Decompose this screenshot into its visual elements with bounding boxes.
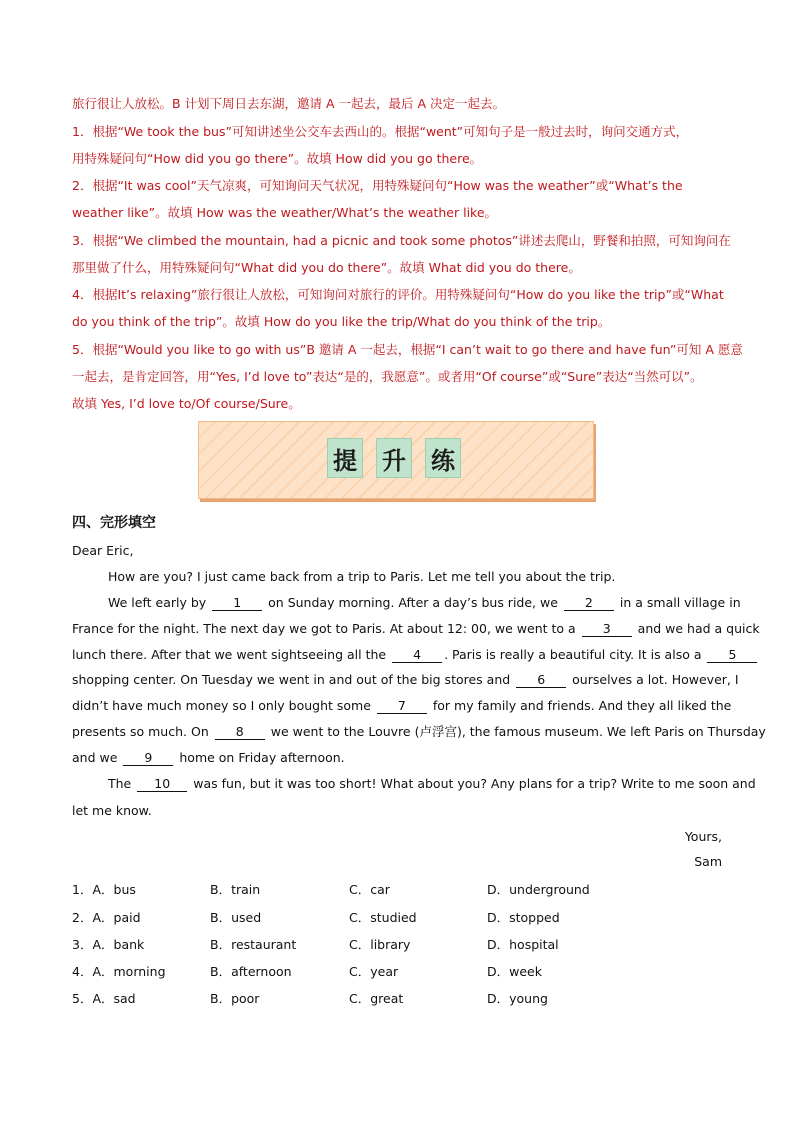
option-b[interactable]: B．poor [210,991,260,1006]
option-b[interactable]: B．afternoon [210,964,292,979]
letter-line: We left early by 1 on Sunday morning. After a day’s bus ride, we 2 in a small village in [108,595,741,610]
answer-line: 那里做了什么，用特殊疑问句“What did you do there”。故填 What did you do there。 [72,260,581,275]
letter-line: presents so much. On 8 we went to the Louvre (卢浮宫), the famous museum. We left Paris on Thursday [72,724,766,739]
answer-line: 用特殊疑问句“How did you go there”。故填 How did you go there。 [72,151,483,166]
letter-line: France for the night. The next day we got to Paris. At about 12: 00, we went to a 3 and we had a quick [72,621,760,636]
option-c[interactable]: C．year [349,964,399,979]
option-d[interactable]: D．stopped [487,910,560,925]
option-c[interactable]: C．library [349,937,411,952]
letter-closing: Yours, [684,829,722,844]
letter-line: How are you? I just came back from a trip to Paris. Let me tell you about the trip. [108,569,616,584]
answer-line: 5．根据“Would you like to go with us”B 邀请 A 一起去，根据“I can’t wait to go there and have fun”可知 A 愿意 [72,342,743,357]
answer-line: weather like”。故填 How was the weather/What’s the weather like。 [72,205,498,220]
answer-line: 旅行很让人放松。B 计划下周日去东湖，邀请 A 一起去，最后 A 决定一起去。 [72,96,506,111]
blank-4[interactable]: 4 [392,648,442,663]
option-d[interactable]: D．hospital [487,937,559,952]
option-a[interactable]: 3．A．bank [72,937,145,952]
letter-line: and we 9 home on Friday afternoon. [72,750,345,765]
letter-signature: Sam [694,854,722,869]
blank-8[interactable]: 8 [215,725,265,740]
option-c[interactable]: C．great [349,991,404,1006]
option-d[interactable]: D．week [487,964,542,979]
answer-line: 2．根据“It was cool”天气凉爽，可知询问天气状况，用特殊疑问句“How was the weather”或“What’s the [72,178,683,193]
answer-line: 故填 Yes, I’d love to/Of course/Sure。 [72,396,301,411]
section-title: 四、完形填空 [72,515,156,531]
option-row [72,989,732,1005]
option-c[interactable]: C．studied [349,910,417,925]
answer-line: do you think of the trip”。故填 How do you like the trip/What do you think of the trip。 [72,314,611,329]
option-a[interactable]: 5．A．sad [72,991,136,1006]
option-row [72,935,732,951]
option-d[interactable]: D．underground [487,882,590,897]
blank-1[interactable]: 1 [212,596,262,611]
option-row [72,880,732,896]
banner-char: 升 [376,438,412,478]
blank-9[interactable]: 9 [123,751,173,766]
letter-line: lunch there. After that we went sightseeing all the 4 . Paris is really a beautiful city. It is also a 5 [72,647,722,663]
option-d[interactable]: D．young [487,991,548,1006]
letter-greeting: Dear Eric, [72,543,134,558]
banner-char: 提 [327,438,363,478]
option-c[interactable]: C．car [349,882,390,897]
answer-line: 4．根据It’s relaxing”旅行很让人放松，可知询问对旅行的评价。用特殊疑问句“How do you like the trip”或“What [72,287,724,302]
option-b[interactable]: B．restaurant [210,937,297,952]
banner-char: 练 [425,438,461,478]
blank-5[interactable]: 5 [707,648,757,663]
option-a[interactable]: 4．A．morning [72,964,166,979]
answer-line: 1．根据“We took the bus”可知讲述坐公交车去西山的。根据“went”可知句子是一般过去时，询问交通方式， [72,124,689,139]
blank-6[interactable]: 6 [516,673,566,688]
option-b[interactable]: B．train [210,882,261,897]
option-row [72,962,732,978]
letter-line: let me know. [72,803,152,818]
answer-line: 一起去，是肯定回答，用“Yes, I’d love to”表达“是的，我愿意”。或者用“Of course”或“Sure”表达“当然可以”。 [72,369,703,384]
blank-3[interactable]: 3 [582,622,632,637]
blank-2[interactable]: 2 [564,596,614,611]
option-a[interactable]: 2．A．paid [72,910,141,925]
blank-10[interactable]: 10 [137,777,187,792]
letter-line: didn’t have much money so I only bought some 7 for my family and friends. And they all liked the [72,698,732,713]
option-b[interactable]: B．used [210,910,262,925]
option-row [72,908,732,924]
option-a[interactable]: 1．A．bus [72,882,136,897]
blank-7[interactable]: 7 [377,699,427,714]
practice-banner [198,421,594,499]
letter-line: The 10 was fun, but it was too short! What about you? Any plans for a trip? Write to me soon and [108,776,756,791]
answer-line: 3．根据“We climbed the mountain, had a picnic and took some photos”讲述去爬山，野餐和拍照，可知询问在 [72,233,731,248]
letter-line: shopping center. On Tuesday we went in and out of the big stores and 6 ourselves a lot. However, I [72,672,739,687]
